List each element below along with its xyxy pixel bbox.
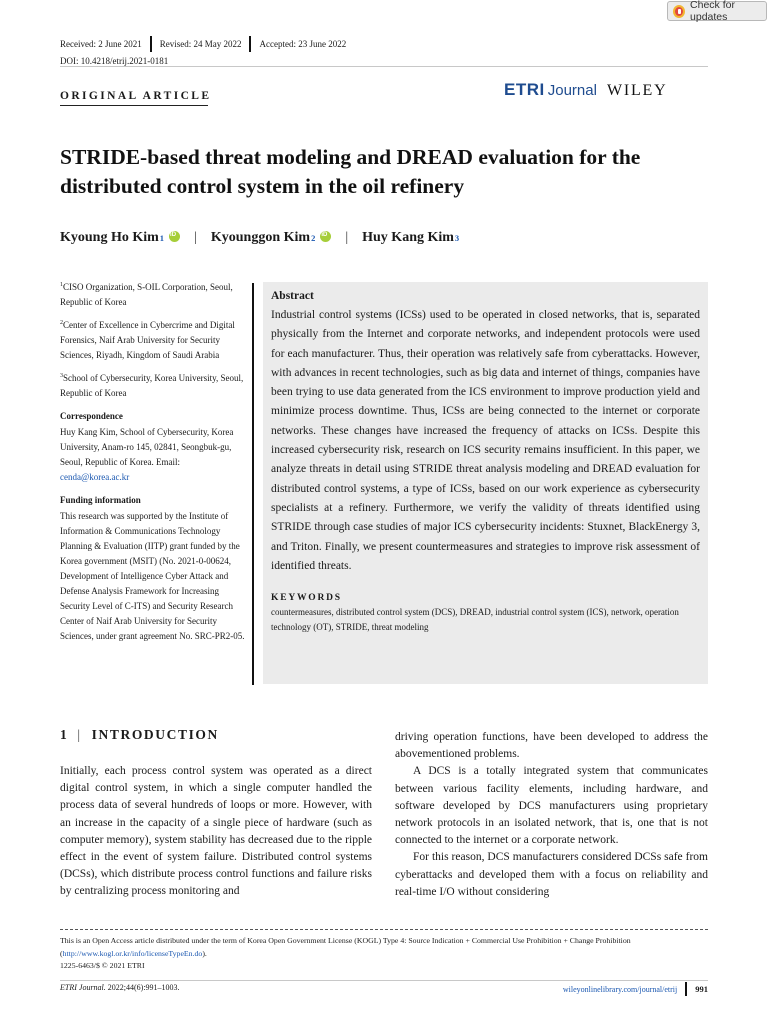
etri-logo-text: ETRI — [504, 80, 545, 99]
journal-logo — [504, 80, 667, 102]
affiliations-column — [60, 278, 248, 650]
orcid-icon[interactable] — [169, 231, 180, 242]
body-paragraph: Initially, each process control system was operated as a direct digital control system, in which a single computer handled the process data of several hundreds of loops or more. However, with an increase in the capacity of a single piece of hardware (such as computer memory), system stability has decreased due to the ripple effect in the event of system failure. Distributed control systems (DCSs), which distribute process control functions and failure risks by centralizing process monitoring and — [60, 765, 372, 898]
author-affiliation-ref[interactable]: 1 — [159, 233, 165, 243]
article-title: STRIDE-based threat modeling and DREAD evaluation for the distributed control system in the oil refinery — [60, 145, 641, 198]
check-for-updates-label: Check for updates — [690, 0, 735, 23]
footer-separator — [685, 982, 687, 996]
license-text: This is an Open Access article distributed under the term of Korea Open Government License (KOGL) Type 4: Source Indication + Commercial Use Prohibition + Change Prohibition ( — [60, 936, 631, 958]
email-label: Email: — [155, 457, 180, 467]
crossmark-icon — [673, 5, 685, 18]
funding-text: This research was supported by the Institute of Information & Communications Technology Planning & Evaluation (IITP) grant funded by the Korea government (MSIT) (No. 2021-0-00624, Development of Intelligence Cyber Attack and Defense Analysis Framework for Increasing Security Level of C-ITS) and Security Research Center of Naif Arab University for Security Sciences, under grant agreement No. SRC-PR2-05. — [60, 511, 245, 641]
email-link[interactable]: cenda@korea.ac.kr — [60, 472, 130, 482]
affiliation-text: Center of Excellence in Cybercrime and Digital Forensics, Naif Arab University for Security Sciences, Riyadh, Kingdom of Saudi Arabia — [60, 320, 235, 360]
article-type-underline — [60, 105, 208, 106]
header-divider — [60, 66, 708, 67]
accepted-date: Accepted: 23 June 2022 — [259, 39, 347, 49]
section-heading — [60, 727, 219, 743]
affiliation-text: School of Cybersecurity, Korea University, Seoul, Republic of Korea — [60, 373, 244, 398]
column-divider — [252, 283, 254, 685]
correspondence-heading: Correspondence — [60, 411, 123, 421]
section-separator: | — [77, 727, 82, 742]
journal-url-link[interactable]: wileyonlinelibrary.com/journal/etrij — [562, 984, 678, 994]
affiliation-text: CISO Organization, S-OIL Corporation, Seoul, Republic of Korea — [60, 282, 233, 307]
body-paragraph: driving operation functions, have been developed to address the abovementioned problems. — [395, 731, 708, 761]
keywords-heading: KEYWORDS — [271, 593, 342, 604]
abstract-heading: Abstract — [271, 290, 314, 302]
body-column-left — [60, 763, 372, 901]
affiliation — [60, 369, 248, 401]
check-for-updates-button[interactable] — [667, 1, 767, 21]
author-affiliation-ref[interactable]: 3 — [454, 233, 460, 243]
author-affiliation-ref[interactable]: 2 — [311, 233, 316, 243]
author-name[interactable]: Kyoung Ho Kim — [60, 230, 159, 245]
affiliation-number: 3 — [60, 373, 63, 379]
footer-right — [563, 982, 708, 996]
author-name[interactable]: Kyounggon Kim — [210, 230, 311, 245]
affiliation — [60, 278, 248, 310]
received-date: Received: 2 June 2021 — [60, 39, 142, 49]
correspondence-text — [60, 425, 248, 485]
body-paragraph: A DCS is a totally integrated system that communicates between various facility elements, including hardware, and software developed by DCS manufacturers using proprietary network protocols in an isolated network, that is, one that is not connected to the internet or a corporate network. — [395, 765, 708, 847]
wiley-logo-text: WILEY — [606, 82, 668, 99]
journal-name: ETRI Journal. — [60, 983, 106, 992]
issn-copyright: 1225-6463/$ © 2021 ETRI — [60, 961, 145, 970]
revised-date: Revised: 24 May 2022 — [159, 39, 242, 49]
correspondence-address: Huy Kang Kim, School of Cybersecurity, Korea University, Anam-ro 145, 02841, Seongbuk-gu, Seoul, Republic of Korea. — [60, 427, 234, 467]
body-column-right — [395, 729, 708, 901]
author-list — [60, 230, 459, 246]
journal-logo-text: Journal — [547, 82, 597, 99]
page-number: 991 — [695, 984, 708, 994]
abstract-text: Industrial control systems (ICSs) used to be operated in closed networks, that is, separated physically from the Internet and corporate networks, and independent protocols were used for each manufacturer. Thus, their operation was relatively safe from cyberattacks. However, with advances in recent technologies, such as big data and internet of things, companies have been trying to use data generated from the ICS environment to improve production yield and minimize process downtime. Thus, ICSs are being connected to the internet or corporate networks. These changes have increased the frequency of attacks on ICSs. Despite this increased cybersecurity risk, research on ICS security remains insufficient. In this paper, we analyze threats in detail using STRIDE threat analysis modeling and DREAD evaluation for distributed control systems, a type of ICSs, based on our work experience as cybersecurity specialists at a refinery. Furthermore, we verify the validity of threats identified using STRIDE through case studies of major ICS cybersecurity incidents: Stuxnet, BlackEnergy 3, and Triton. Finally, we present countermeasures and strategies to improve risk assessment of identified threats. — [271, 309, 700, 572]
abstract-box — [263, 282, 708, 684]
doi: DOI: 10.4218/etrij.2021-0181 — [60, 56, 169, 66]
author-separator: | — [194, 230, 197, 245]
author-name[interactable]: Huy Kang Kim — [362, 230, 454, 245]
section-title: INTRODUCTION — [91, 727, 219, 742]
affiliation-number: 2 — [60, 320, 63, 326]
body-paragraph: For this reason, DCS manufacturers considered DCSs safe from cyberattacks and developed them with a focus on reliability and real-time I/O without considering — [395, 851, 708, 898]
license-link[interactable]: http://www.kogl.or.kr/info/licenseTypeEn.do — [62, 948, 203, 958]
citation-details: 2022;44(6):991–1003. — [105, 983, 180, 992]
footer-citation — [60, 983, 180, 992]
article-dates — [60, 36, 346, 52]
section-number: 1 — [60, 727, 69, 742]
author-separator: | — [345, 230, 349, 245]
orcid-icon[interactable] — [320, 231, 331, 242]
keywords-text: countermeasures, distributed control system (DCS), DREAD, industrial control system (ICS), network, operation technology (OT), STRIDE, threat modeling — [271, 607, 679, 633]
date-separator — [249, 36, 251, 52]
license-footnote — [60, 935, 708, 973]
footer-divider — [60, 980, 708, 981]
license-close: ). — [202, 948, 207, 958]
affiliation — [60, 316, 248, 363]
license-text-line — [60, 935, 708, 960]
footnote-divider — [60, 929, 708, 930]
article-type-label: ORIGINAL ARTICLE — [60, 90, 212, 102]
date-separator — [150, 36, 152, 52]
affiliation-number: 1 — [60, 282, 63, 288]
funding-heading: Funding information — [60, 495, 141, 505]
